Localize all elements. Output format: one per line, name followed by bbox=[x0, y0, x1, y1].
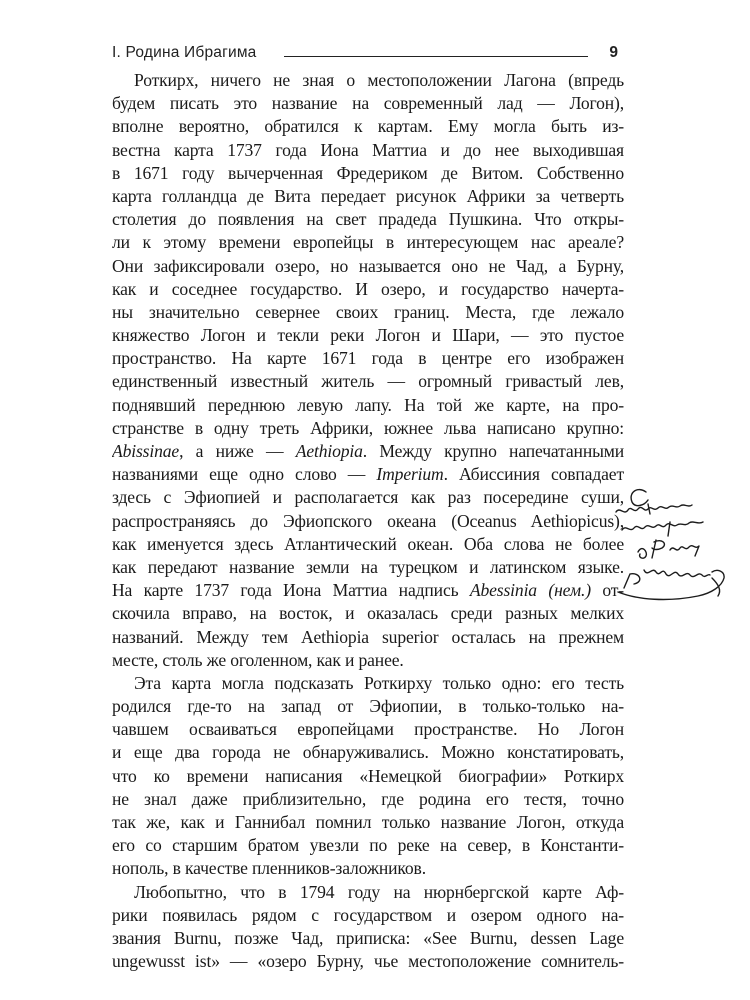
text-line: ли к этому времени европейцы в интересующем нас ареале? bbox=[112, 232, 624, 253]
italic-term: Abessinia bbox=[469, 580, 537, 601]
text-line: месте, столь же оголенном, как и ранее. bbox=[112, 649, 404, 670]
text-line: Эта карта могла подсказать Роткирху только одно: его тесть bbox=[134, 672, 624, 693]
text-line: Они зафиксировали озеро, но называется оно не Чад, а Бурну, bbox=[112, 255, 624, 276]
text-line: распространяясь до Эфиопского океана (Oceanus Aethiopicus), bbox=[112, 510, 624, 531]
text-line: родился где-то на запад от Эфиопии, в только-только на- bbox=[112, 696, 624, 717]
text-line: названий. Между тем Aethiopia superior осталась на прежнем bbox=[112, 626, 624, 647]
paragraph-1 bbox=[112, 69, 624, 672]
text-run: , а ниже — bbox=[179, 441, 296, 461]
text-line: здесь с Эфиопией и располагается как раз посередине суши, bbox=[112, 487, 624, 508]
chapter-title: I. Родина Ибрагима bbox=[112, 44, 263, 62]
text-line: чавшем осваиваться европейцами пространстве. Но Логон bbox=[112, 719, 624, 740]
italic-term: Imperium bbox=[376, 464, 444, 485]
page-number: 9 bbox=[609, 44, 618, 61]
text-line: как и соседнее государство. И озеро, и государство начерта- bbox=[112, 278, 624, 299]
text-line: единственный известный житель — огромный гривастый лев, bbox=[112, 371, 624, 392]
text-line: скочила вправо, на восток, и оказалась среди разных мелких bbox=[112, 603, 624, 624]
text-line: как именуется здесь Атлантический океан. Оба слова не более bbox=[112, 533, 624, 554]
text-line: ны значительно севернее своих границ. Места, где лежало bbox=[112, 301, 624, 322]
text-run: названиями еще одно слово — bbox=[112, 464, 377, 485]
handwritten-signature-icon bbox=[608, 482, 740, 608]
text-line: вестна карта 1737 года Иона Маттиа и до нее выходившая bbox=[112, 139, 624, 160]
text-line: вполне вероятно, обратился к картам. Ему могла быть из- bbox=[112, 116, 624, 137]
text-line: как передают название земли на турецком и латинском языке. bbox=[112, 556, 624, 577]
text-line: карта голландца де Вита передает рисунок Африки за четверть bbox=[112, 185, 624, 206]
text-line bbox=[112, 440, 624, 463]
body-text bbox=[112, 69, 624, 973]
text-line: и еще два города не обнаруживались. Можно констатировать, bbox=[112, 742, 624, 763]
text-line bbox=[112, 579, 624, 602]
text-line: княжество Логон и текли реки Логон и Шари, — это пустое bbox=[112, 325, 624, 346]
text-line: ungewusst ist» — «озеро Бурну, чье местоположение сомнитель- bbox=[112, 951, 624, 972]
text-line: Роткирх, ничего не зная о местоположении Лагона (впредь bbox=[134, 70, 624, 90]
text-line: Любопытно, что в 1794 году на нюрнбергской карте Аф- bbox=[134, 881, 624, 902]
text-line: не знал даже приблизительно, где родина его тестя, точно bbox=[112, 788, 624, 809]
text-line: странстве в одну треть Африки, южнее льва написано крупно: bbox=[112, 417, 624, 438]
text-line: звания Burnu, позже Чад, приписка: «See Burnu, dessen Lage bbox=[112, 927, 624, 948]
text-line: нополь, в качестве пленников-заложников. bbox=[112, 858, 426, 879]
text-run: . Между крупно напечатанными bbox=[362, 441, 624, 461]
paragraph-3 bbox=[112, 881, 624, 974]
text-run: от- bbox=[590, 580, 624, 601]
text-run: . Абиссиния совпадает bbox=[443, 464, 624, 485]
text-line: что ко времени написания «Немецкой биографии» Роткирх bbox=[112, 765, 624, 786]
text-line: пространство. На карте 1671 года в центре его изображен bbox=[112, 348, 624, 369]
text-line bbox=[112, 463, 624, 486]
header-rule bbox=[284, 56, 588, 57]
text-run: На карте 1737 года Иона Маттиа надпись bbox=[112, 580, 470, 601]
running-header bbox=[112, 44, 618, 66]
italic-term: Aethiopia bbox=[295, 441, 363, 461]
text-line: так же, как и Ганнибал помнил только название Логон, откуда bbox=[112, 812, 624, 832]
text-line: будем писать это название на современный лад — Логон), bbox=[112, 93, 624, 114]
text-line: его со старшим братом увезли по реке на север, в Константи- bbox=[112, 835, 624, 856]
text-line: поднявший переднюю левую лапу. На той же карте, на про- bbox=[112, 394, 624, 415]
text-line: в 1671 году вычерченная Фредериком де Витом. Собственно bbox=[112, 162, 624, 183]
italic-term: (нем.) bbox=[536, 580, 591, 601]
italic-term: Abissinae bbox=[112, 441, 180, 461]
text-line: рики появилась рядом с государством и озером одного на- bbox=[112, 904, 624, 925]
paragraph-2 bbox=[112, 672, 624, 881]
text-line: столетия до появления на свет прадеда Пушкина. Что откры- bbox=[112, 209, 624, 230]
